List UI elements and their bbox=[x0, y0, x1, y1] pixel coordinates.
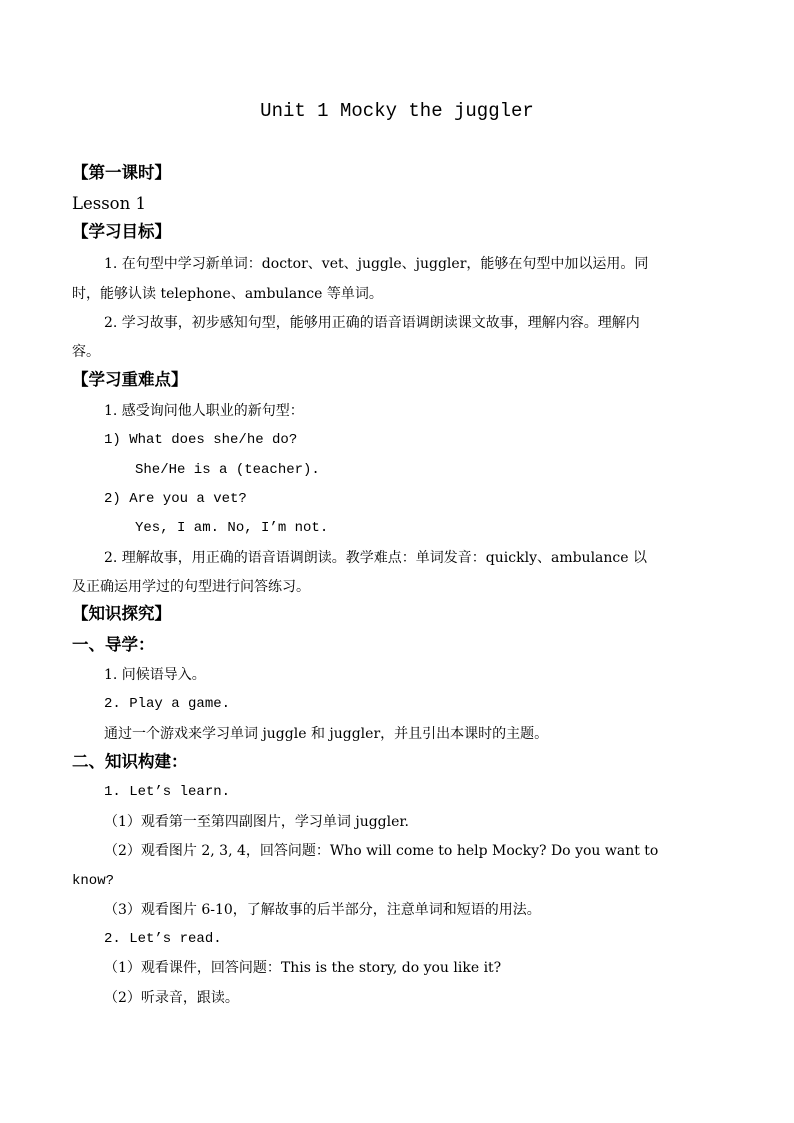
page-title: Unit 1 Mocky the juggler bbox=[260, 100, 534, 122]
key-points-heading: 【学习重难点】 bbox=[72, 370, 188, 389]
key-points-question-2: 2) Are you a vet? bbox=[104, 491, 247, 507]
guide-item-1: 1. 问候语导入。 bbox=[104, 667, 206, 683]
read-item: 2. Let’s read. bbox=[104, 931, 222, 947]
learn-step-3: （3）观看图片 6-10，了解故事的后半部分，注意单词和短语的用法。 bbox=[104, 902, 541, 918]
learn-step-2-line-1: （2）观看图片 2, 3, 4，回答问题：Who will come to help Mocky? Do you want to bbox=[104, 843, 659, 859]
build-heading: 二、知识构建： bbox=[72, 752, 188, 771]
guide-heading: 一、导学： bbox=[72, 635, 155, 654]
guide-item-2: 2. Play a game. bbox=[104, 696, 231, 712]
goals-item-1-line-2: 时，能够认读 telephone、ambulance 等单词。 bbox=[72, 286, 383, 302]
section-heading-first-lesson: 【第一课时】 bbox=[72, 163, 171, 182]
learn-step-1: （1）观看第一至第四副图片，学习单词 juggler. bbox=[104, 814, 410, 830]
goals-item-2-line-1: 2. 学习故事，初步感知句型，能够用正确的语音语调朗读课文故事，理解内容。理解内 bbox=[104, 315, 640, 331]
goals-item-1-line-1: 1. 在句型中学习新单词：doctor、vet、juggle、juggler，能够在句型中加以运用。同 bbox=[104, 256, 649, 272]
lesson-label: Lesson 1 bbox=[72, 194, 146, 213]
key-points-item-2-line-2: 及正确运用学过的句型进行问答练习。 bbox=[72, 579, 310, 595]
explore-heading: 【知识探究】 bbox=[72, 604, 171, 623]
key-points-answer-1: She/He is a (teacher). bbox=[135, 462, 320, 478]
goals-item-2-line-2: 容。 bbox=[72, 344, 100, 360]
guide-item-3: 通过一个游戏来学习单词 juggle 和 juggler，并且引出本课时的主题。 bbox=[104, 726, 549, 742]
key-points-item-2-line-1: 2. 理解故事，用正确的语音语调朗读。教学难点：单词发音：quickly、ambulance 以 bbox=[104, 550, 647, 566]
read-step-1: （1）观看课件，回答问题：This is the story, do you like it? bbox=[104, 960, 502, 976]
learn-step-2-line-2: know? bbox=[72, 873, 115, 889]
read-step-2: （2）听录音，跟读。 bbox=[104, 990, 239, 1006]
key-points-question-1: 1) What does she/he do? bbox=[104, 432, 298, 448]
goals-heading: 【学习目标】 bbox=[72, 222, 171, 241]
learn-item: 1. Let’s learn. bbox=[104, 784, 231, 800]
key-points-answer-2: Yes, I am. No, I’m not. bbox=[135, 520, 329, 536]
key-points-item-1: 1. 感受询问他人职业的新句型： bbox=[104, 403, 304, 419]
